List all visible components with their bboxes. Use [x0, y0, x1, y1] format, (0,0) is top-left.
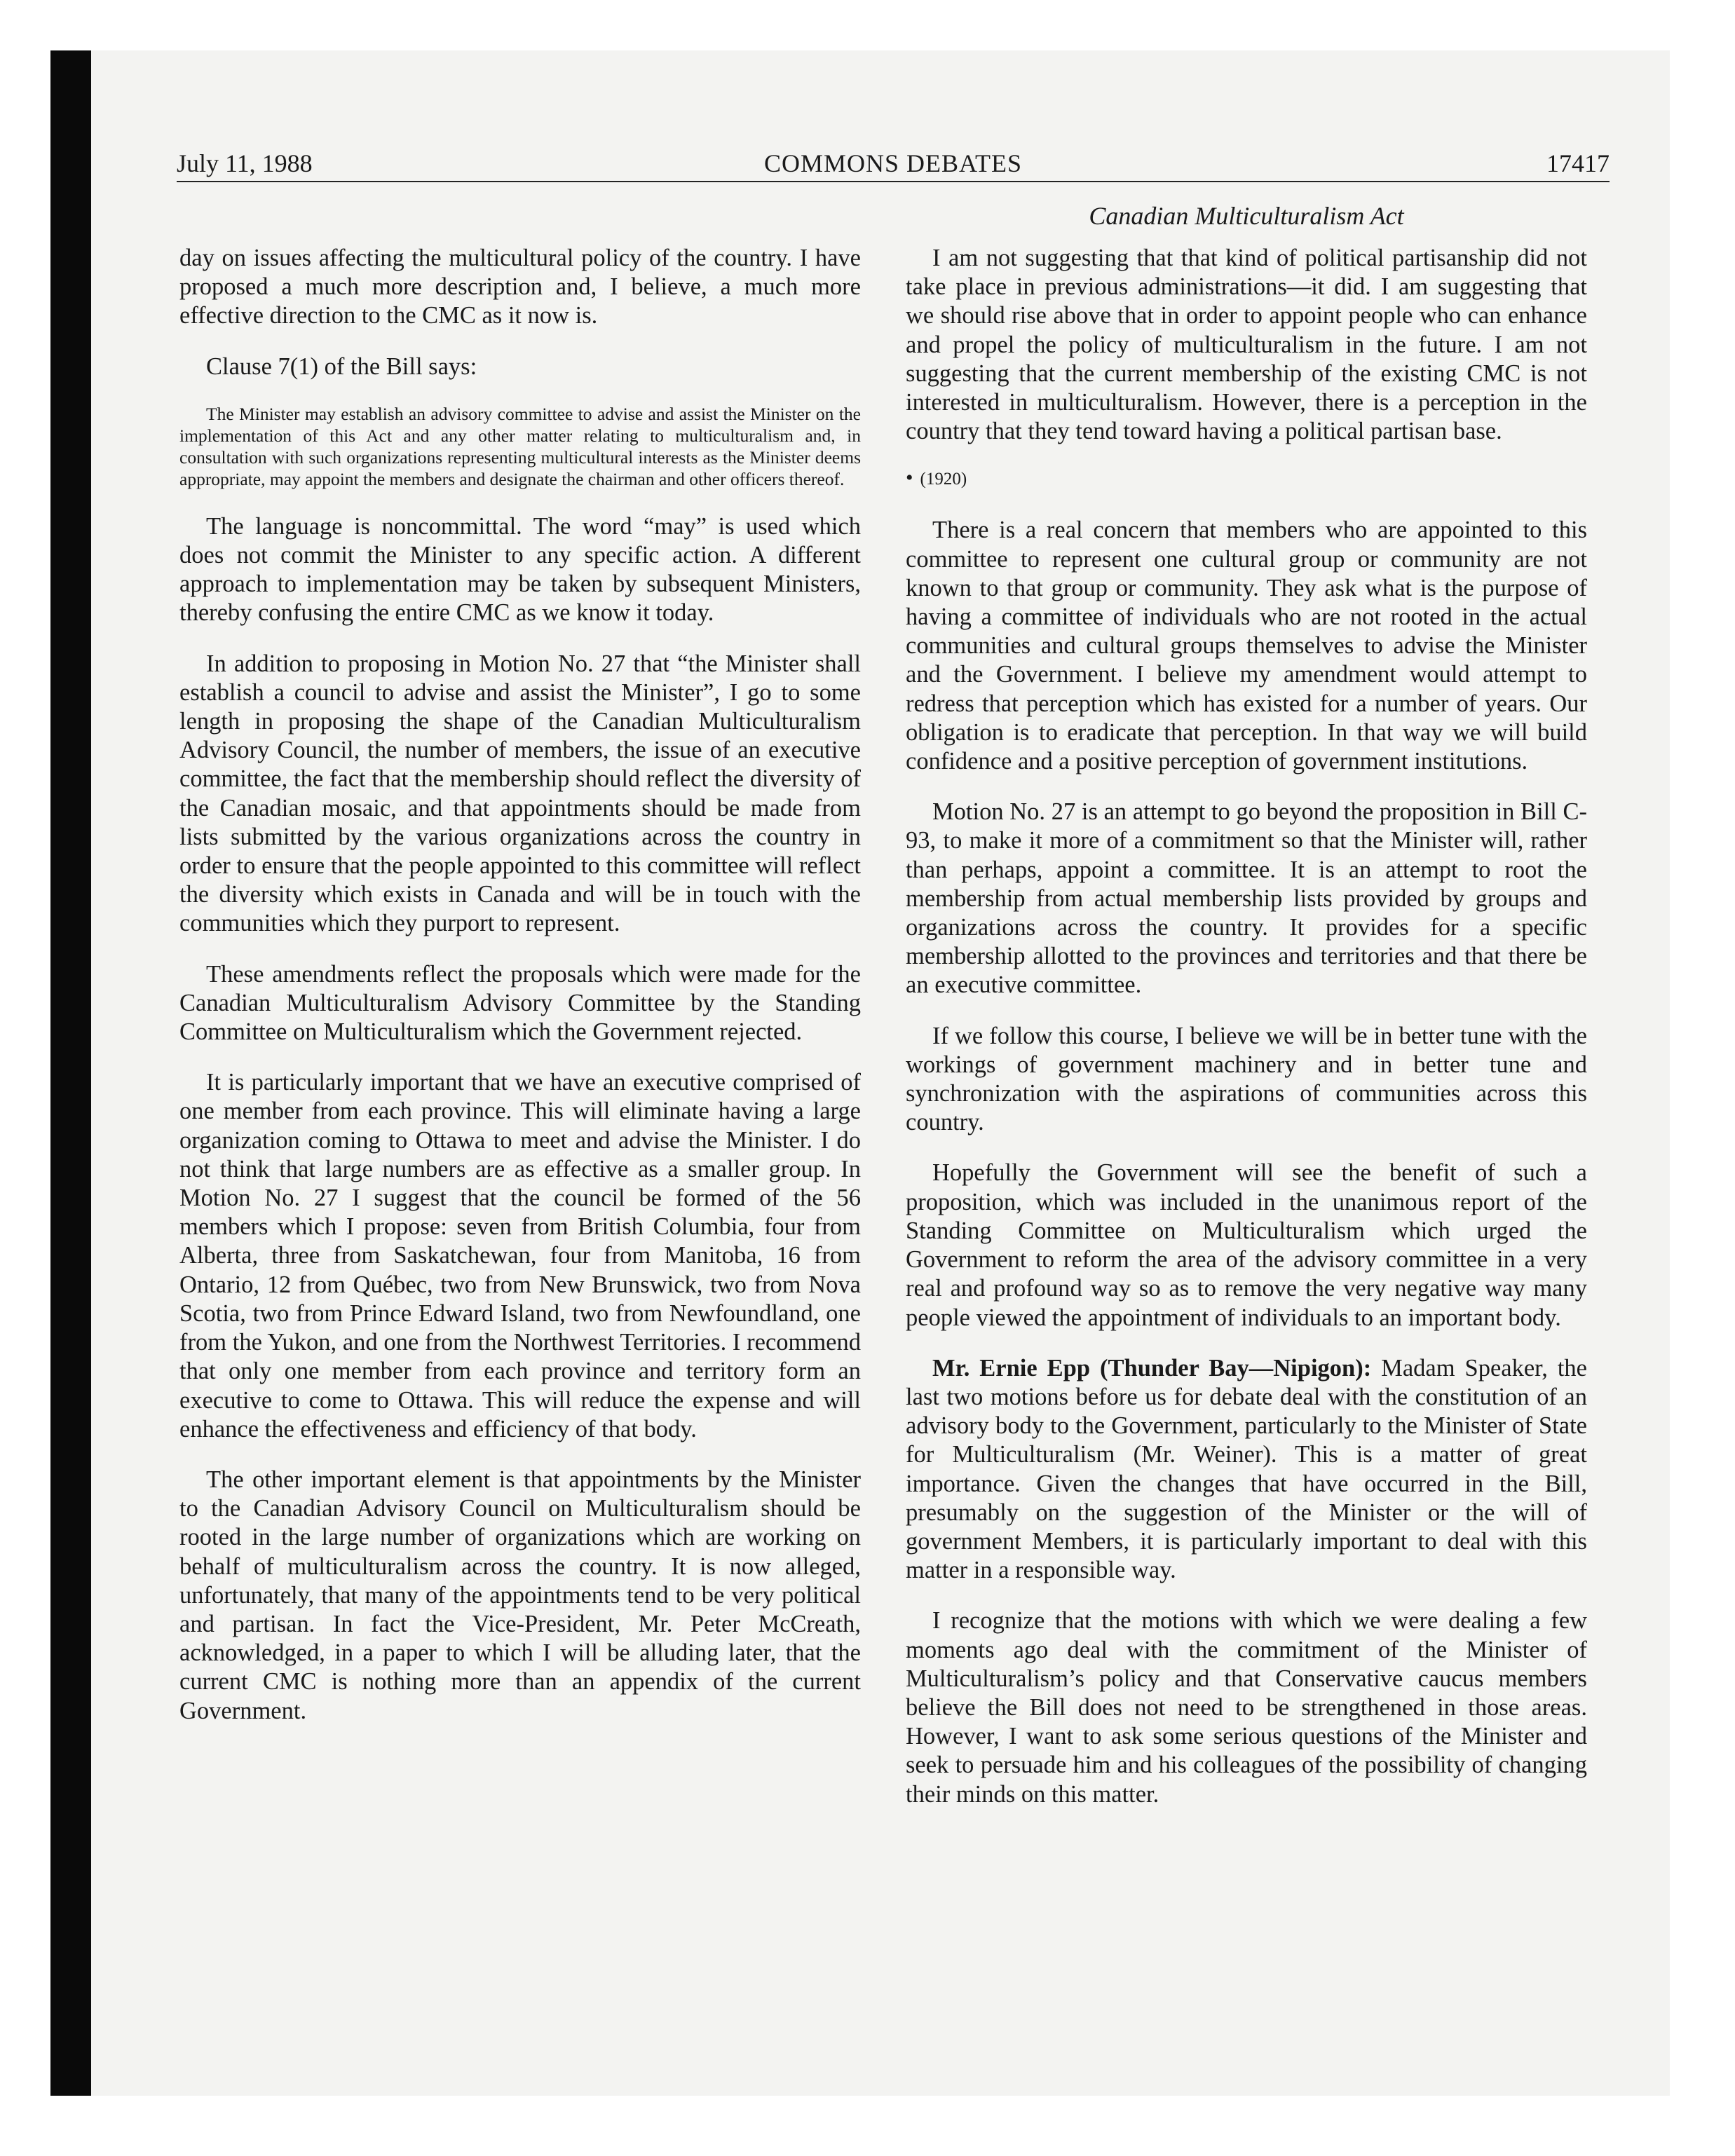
paragraph: It is particularly important that we have an executive comprised of one member from each province. This will eliminate having a large organization coming to Ottawa to meet and advise the Minister. I do not think that large numbers are as effective as a smaller group. In Motion No. 27 I suggest that the council be formed of the 56 members which I propose: seven from British Columbia, four from Alberta, three from Saskatchewan, four from Manitoba, 16 from Ontario, 12 from Québec, two from New Brunswick, two from Nova Scotia, two from Prince Edward Island, two from Newfoundland, one from the Yukon, and one from the Northwest Territories. I recommend that only one member from each province and territory form an executive to come to Ottawa. This will reduce the expense and will enhance the effectiveness and efficiency of that body. [179, 1069, 861, 1442]
paragraph: If we follow this course, I believe we will be in better tune with the workings of government machinery and in better tune and synchronization with the aspirations of communities across this country. [906, 1022, 1587, 1136]
paragraph: These amendments reflect the proposals which were made for the Canadian Multiculturalism Advisory Committee by the Standing Committee on Multiculturalism which the Government rejected. [179, 960, 861, 1046]
paragraph: There is a real concern that members who are appointed to this committee to represent one cultural group or community are not known to that group or community. They ask what is the purpose of having a committee of individuals who are not rooted in the actual communities and cultural groups themselves to advise the Minister and the Government. I believe my amendment would attempt to redress that perception which has existed for a number of years. Our obligation is to eradicate that perception. In that way we will build confidence and a positive perception of government institutions. [906, 517, 1587, 775]
running-title: Canadian Multiculturalism Act [1089, 202, 1404, 230]
speaker-text: Madam Speaker, the last two motions before us for debate deal with the constitution of an advisory body to the Government, particularly to the Minister of State for Multiculturalism (Mr. Weiner). This is a matter of great importance. Given the changes that have occurred in the Bill, presumably on the suggestion of the Minister or the will of government Members, it is particularly important to deal with this matter in a responsible way. [906, 1354, 1587, 1584]
speaker-name: Mr. Ernie Epp (Thunder Bay—Nipigon): [932, 1354, 1372, 1381]
header-date: July 11, 1988 [177, 149, 313, 177]
time-marker-text: (1920) [920, 470, 967, 489]
header-publication: COMMONS DEBATES [763, 149, 1023, 177]
time-marker [906, 468, 1587, 490]
paragraph: I recognize that the motions with which we were dealing a few moments ago deal with the commitment of the Minister of Multiculturalism’s policy and that Conservative caucus members believe the Bill does not need to be strengthened in those areas. However, I want to ask some serious questions of the Minister and seek to persuade him and his colleagues of the possibility of changing their minds on this matter. [906, 1607, 1587, 1808]
left-column [179, 244, 861, 1747]
right-column [906, 244, 1587, 1831]
paragraph: Motion No. 27 is an attempt to go beyond the proposition in Bill C-93, to make it more of a commitment so that the Minister will, rather than perhaps, appoint a committee. It is an attempt to root the membership from actual membership lists provided by groups and organizations across the country. It provides for a specific membership allotted to the provinces and territories and that there be an executive committee. [906, 798, 1587, 999]
paragraph: The other important element is that appointments by the Minister to the Canadian Advisory Council on Multiculturalism should be rooted in the large number of organizations which are working on behalf of multiculturalism across the country. It is now alleged, unfortunately, that many of the appointments tend to be very political and partisan. In fact the Vice-President, Mr. Peter McCreath, acknowledged, in a paper to which I will be alluding later, that the current CMC is nothing more than an appendix of the current Government. [179, 1466, 861, 1724]
paragraph: Hopefully the Government will see the benefit of such a proposition, which was included in the unanimous report of the Standing Committee on Multiculturalism which urged the Government to reform the area of the advisory committee in a very real and profound way so as to remove the very negative way many people viewed the appointment of individuals to an important body. [906, 1159, 1587, 1331]
paragraph: The language is noncommittal. The word “may” is used which does not commit the Minister to any specific action. A different approach to implementation may be taken by subsequent Ministers, thereby confusing the entire CMC as we know it today. [179, 512, 861, 627]
scan-edge-bar [50, 50, 91, 2096]
paragraph: I am not suggesting that that kind of political partisanship did not take place in previous administrations—it did. I am suggesting that we should rise above that in order to appoint people who can enhance and propel the policy of multiculturalism in the future. I am not suggesting that the current membership of the existing CMC is not interested in multiculturalism. However, there is a perception in the country that they tend toward having a political partisan base. [906, 245, 1587, 445]
paragraph: Clause 7(1) of the Bill says: [206, 353, 477, 380]
page-header [177, 146, 1610, 182]
bullet-icon: • [906, 466, 913, 490]
paragraph: day on issues affecting the multicultural policy of the country. I have proposed a much more description and, I believe, a much more effective direction to the CMC as it now is. [179, 245, 861, 329]
header-page-number: 17417 [1546, 149, 1610, 177]
block-quote: The Minister may establish an advisory committee to advise and assist the Minister on the implementation of this Act and any other matter relating to multiculturalism and, in consultation with such organizations representing multicultural interests as the Minister deems appropriate, may appoint the members and designate the chairman and other officers thereof. [179, 403, 861, 489]
speaker-paragraph [906, 1354, 1587, 1585]
paragraph: In addition to proposing in Motion No. 27 that “the Minister shall establish a council to advise and assist the Minister”, I go to some length in proposing the shape of the Canadian Multiculturalism Advisory Council, the number of members, the issue of an executive committee, the fact that the membership should reflect the diversity of the Canadian mosaic, and that appointments should be made from lists submitted by the various organizations across the country in order to ensure that the people appointed to this committee will reflect the diversity which exists in Canada and will be in touch with the communities which they purport to represent. [179, 650, 861, 937]
